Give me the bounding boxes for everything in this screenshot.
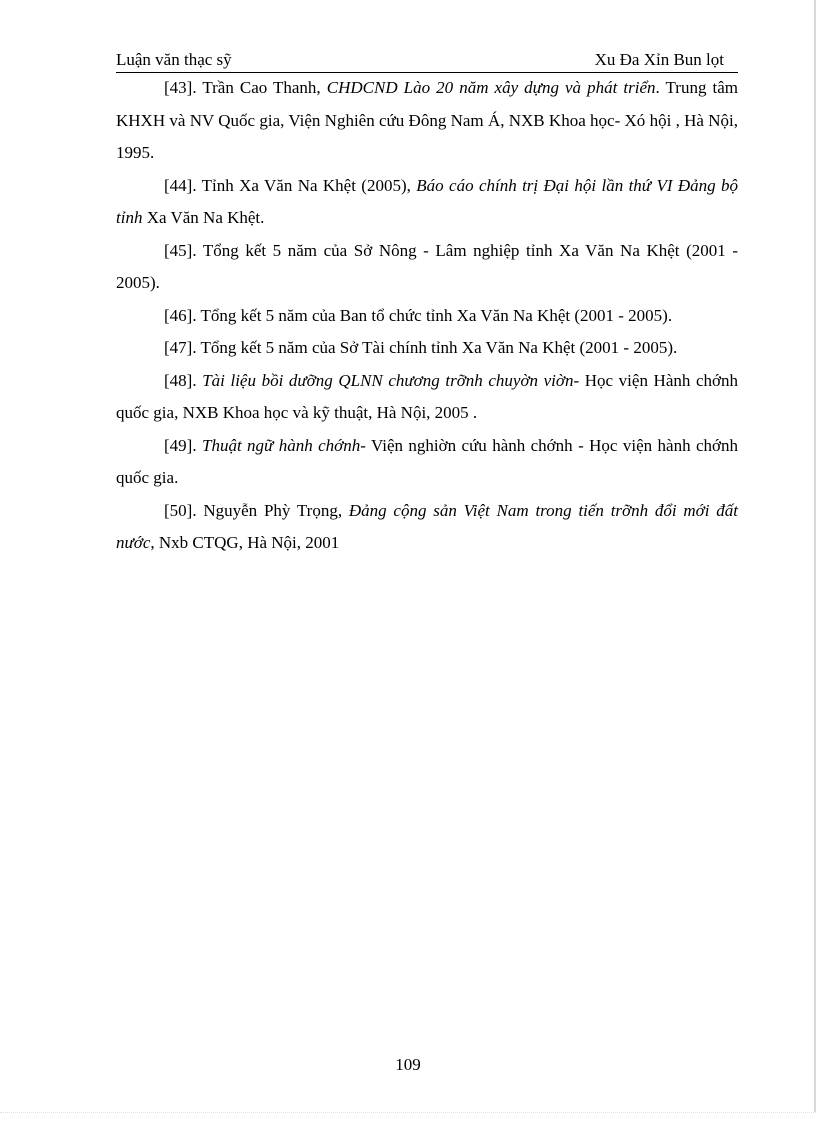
reference-title: CHDCND Lào 20 năm xây dựng và phát triển <box>326 78 656 97</box>
reference-item <box>116 72 738 170</box>
reference-text-tail: , Nxb CTQG, Hà Nội, 2001 <box>150 533 340 552</box>
reference-text-tail: . Trung tâm KHXH và NV Quốc gia, Viện Nghiên cứu Đông Nam Á, NXB Khoa học- Xó hội , Hà Nội, 1995. <box>116 78 738 162</box>
reference-title: Tài liệu bồi dưỡng QLNN chương trỡnh chuyờn viờn <box>202 370 574 390</box>
reference-number: [47]. <box>164 338 197 357</box>
reference-text: Tổng kết 5 năm của Ban tổ chức tỉnh Xa Văn Na Khệt (2001 - 2005). <box>196 305 673 325</box>
header-author-right: Xu Đa Xỉn Bun lọt <box>594 50 724 69</box>
reference-item <box>116 300 738 333</box>
reference-number: [45]. <box>164 240 197 260</box>
header-title-left: Luận văn thạc sỹ <box>116 50 232 69</box>
reference-number: [48]. <box>164 370 197 390</box>
reference-title: Đảng cộng sản Việt Nam trong tiến trỡnh đổi mới đất nước <box>116 500 738 552</box>
reference-text-tail: - Học viện Hành chớnh quốc gia, NXB Khoa học và kỹ thuật, Hà Nội, 2005 . <box>116 370 739 422</box>
reference-text: Tổng kết 5 năm của Sở Nông - Lâm nghiệp tỉnh Xa Văn Na Khệt (2001 - 2005). <box>116 240 738 292</box>
reference-text-tail: - Viện nghiờn cứu hành chớnh - Học viện hành chớnh quốc gia. <box>116 435 738 487</box>
reference-text: Nguyễn Phỳ Trọng, <box>196 500 349 520</box>
reference-item <box>116 332 738 365</box>
reference-text: Tổng kết 5 năm của Sở Tài chính tỉnh Xa Văn Na Khệt (2001 - 2005). <box>196 338 678 357</box>
reference-item <box>116 365 738 430</box>
page-bottom-edge <box>0 1112 816 1123</box>
reference-number: [46]. <box>164 305 197 325</box>
reference-item <box>116 235 738 300</box>
page-number: 109 <box>395 1055 421 1074</box>
page-header <box>116 50 738 73</box>
reference-text: Tỉnh Xa Văn Na Khệt (2005), <box>196 175 417 195</box>
reference-item <box>116 495 738 560</box>
reference-title: Báo cáo chính trị Đại hội lần thứ VI Đảng bộ tỉnh <box>116 175 739 227</box>
reference-number: [49]. <box>164 435 197 455</box>
reference-number: [44]. <box>164 175 197 195</box>
reference-number: [43]. <box>164 78 197 97</box>
reference-title: Thuật ngữ hành chớnh <box>201 435 361 455</box>
reference-list <box>116 72 738 560</box>
reference-item <box>116 430 738 495</box>
reference-item <box>116 170 738 235</box>
reference-number: [50]. <box>164 500 197 520</box>
reference-text-tail: Xa Văn Na Khệt. <box>142 208 265 227</box>
reference-text: Trần Cao Thanh, <box>196 78 327 97</box>
